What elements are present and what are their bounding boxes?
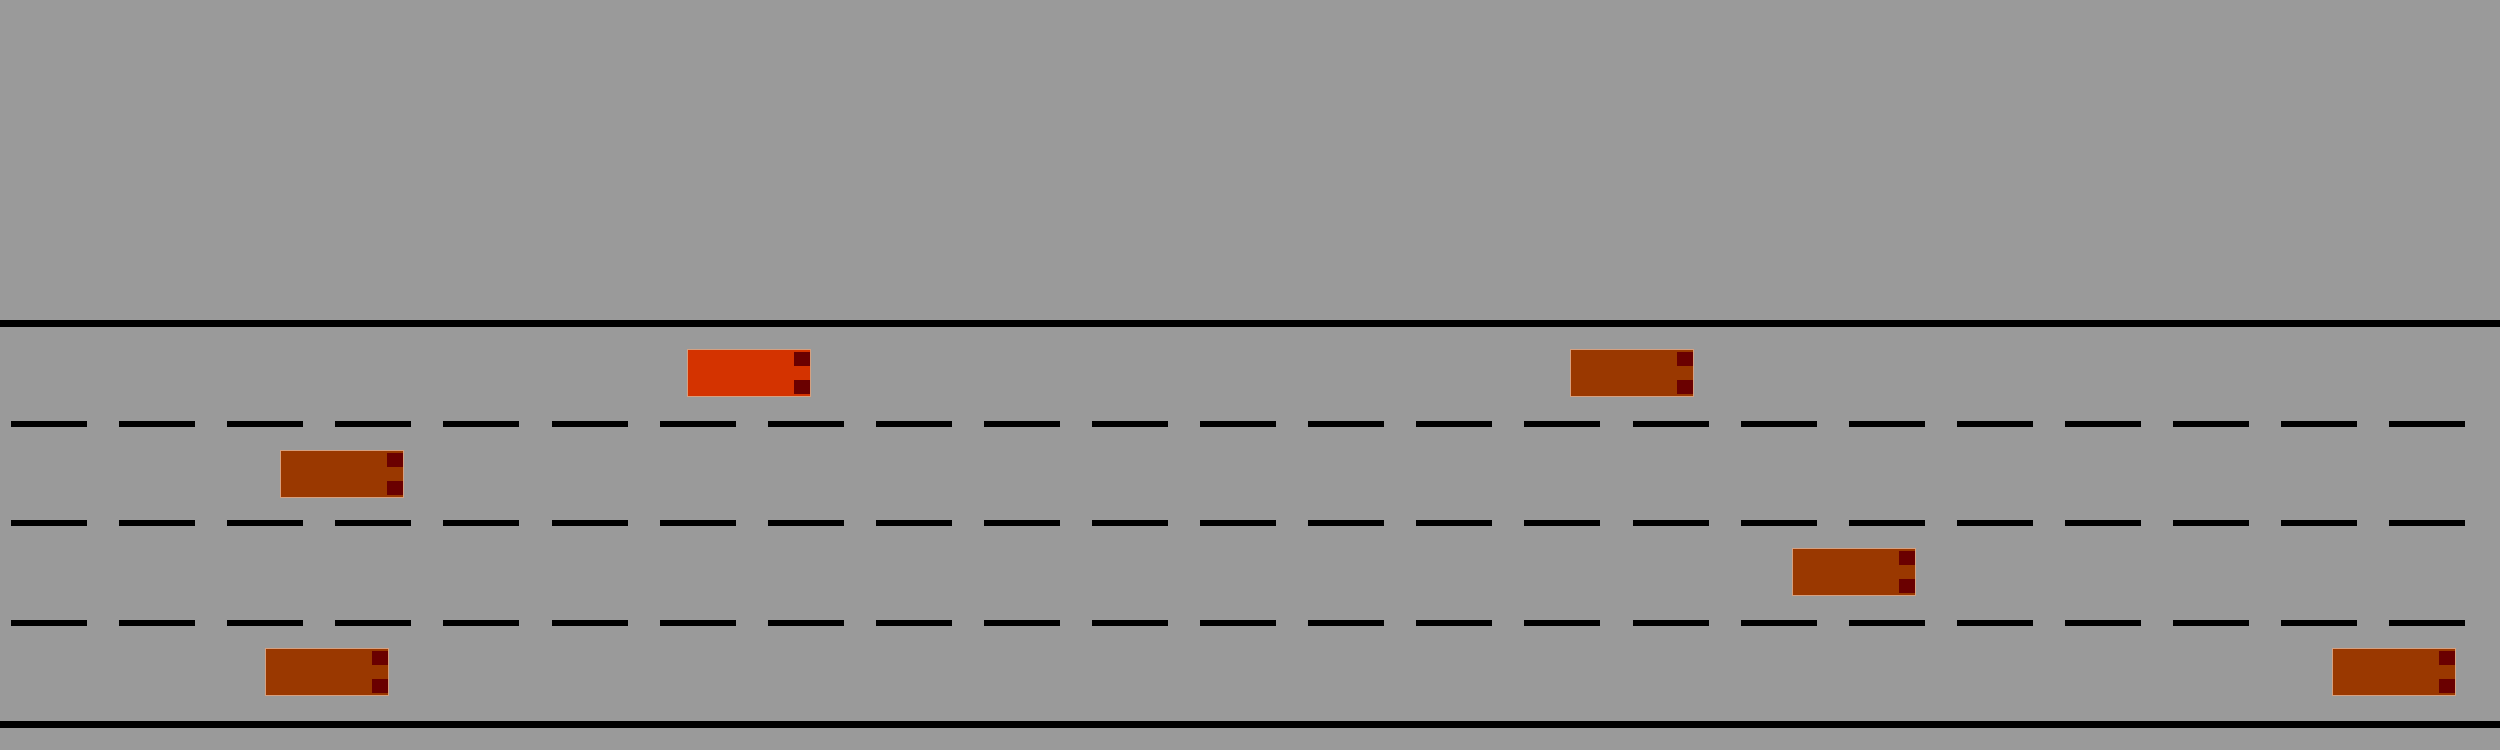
tail-light xyxy=(1677,352,1693,366)
lane-dash xyxy=(1416,421,1492,427)
lane-dash xyxy=(1741,620,1817,626)
lane-dash xyxy=(11,620,87,626)
lane-dash xyxy=(1633,620,1709,626)
lane-dash xyxy=(11,421,87,427)
lane-dash xyxy=(2065,520,2141,526)
lane-dash xyxy=(876,620,952,626)
lane-dash xyxy=(984,421,1060,427)
lane-dash xyxy=(1308,520,1384,526)
lane-dash xyxy=(768,520,844,526)
lane-dash xyxy=(1200,620,1276,626)
lane-dash xyxy=(1200,421,1276,427)
lane-divider-3 xyxy=(0,620,2500,626)
traffic-vehicle xyxy=(2332,648,2456,696)
lane-dash xyxy=(984,520,1060,526)
lane-dash xyxy=(1092,520,1168,526)
lane-dash xyxy=(2173,421,2249,427)
lane-dash xyxy=(660,620,736,626)
tail-light xyxy=(1677,380,1693,394)
traffic-vehicle xyxy=(1570,349,1694,397)
lane-dash xyxy=(119,520,195,526)
lane-dash xyxy=(552,520,628,526)
tail-light xyxy=(387,453,403,467)
lane-dash xyxy=(1741,520,1817,526)
lane-dash xyxy=(443,421,519,427)
tail-light xyxy=(1899,551,1915,565)
lane-dash xyxy=(1849,421,1925,427)
lane-dash xyxy=(1633,421,1709,427)
tail-light xyxy=(794,352,810,366)
lane-dash xyxy=(1308,620,1384,626)
lane-dash xyxy=(2389,520,2465,526)
tail-light xyxy=(2439,651,2455,665)
lane-dash xyxy=(1524,620,1600,626)
lane-dash xyxy=(2173,620,2249,626)
lane-dash xyxy=(227,620,303,626)
lane-dash xyxy=(2065,620,2141,626)
lane-dash xyxy=(443,520,519,526)
lane-dash xyxy=(119,421,195,427)
lane-dash xyxy=(552,421,628,427)
ego-vehicle xyxy=(687,349,811,397)
lane-dash xyxy=(2173,520,2249,526)
lane-dash xyxy=(660,421,736,427)
lane-dash xyxy=(1092,421,1168,427)
lane-dash xyxy=(984,620,1060,626)
lane-dash xyxy=(1957,421,2033,427)
lane-divider-2 xyxy=(0,520,2500,526)
lane-dash xyxy=(443,620,519,626)
lane-divider-1 xyxy=(0,421,2500,427)
traffic-vehicle xyxy=(1792,548,1916,596)
lane-dash xyxy=(2389,620,2465,626)
traffic-vehicle xyxy=(265,648,389,696)
tail-light xyxy=(2439,679,2455,693)
lane-dash xyxy=(2281,520,2357,526)
lane-dash xyxy=(768,620,844,626)
lane-dash xyxy=(1957,620,2033,626)
lane-dash xyxy=(1200,520,1276,526)
lane-dash xyxy=(11,520,87,526)
road-top-edge xyxy=(0,320,2500,327)
tail-light xyxy=(372,679,388,693)
lane-dash xyxy=(1741,421,1817,427)
lane-dash xyxy=(2065,421,2141,427)
lane-dash xyxy=(768,421,844,427)
lane-dash xyxy=(552,620,628,626)
tail-light xyxy=(372,651,388,665)
lane-dash xyxy=(1416,620,1492,626)
lane-dash xyxy=(1957,520,2033,526)
road-bottom-edge xyxy=(0,721,2500,728)
lane-dash xyxy=(227,421,303,427)
lane-dash xyxy=(1092,620,1168,626)
lane-dash xyxy=(876,421,952,427)
lane-dash xyxy=(1633,520,1709,526)
tail-light xyxy=(794,380,810,394)
lane-dash xyxy=(1524,421,1600,427)
lane-dash xyxy=(335,520,411,526)
lane-dash xyxy=(1849,620,1925,626)
lane-dash xyxy=(335,421,411,427)
lane-dash xyxy=(1416,520,1492,526)
lane-dash xyxy=(1524,520,1600,526)
lane-dash xyxy=(227,520,303,526)
traffic-vehicle xyxy=(280,450,404,498)
lane-dash xyxy=(335,620,411,626)
lane-dash xyxy=(2281,620,2357,626)
tail-light xyxy=(387,481,403,495)
lane-dash xyxy=(119,620,195,626)
lane-dash xyxy=(2389,421,2465,427)
lane-dash xyxy=(2281,421,2357,427)
lane-dash xyxy=(876,520,952,526)
lane-dash xyxy=(660,520,736,526)
lane-dash xyxy=(1308,421,1384,427)
lane-dash xyxy=(1849,520,1925,526)
tail-light xyxy=(1899,579,1915,593)
